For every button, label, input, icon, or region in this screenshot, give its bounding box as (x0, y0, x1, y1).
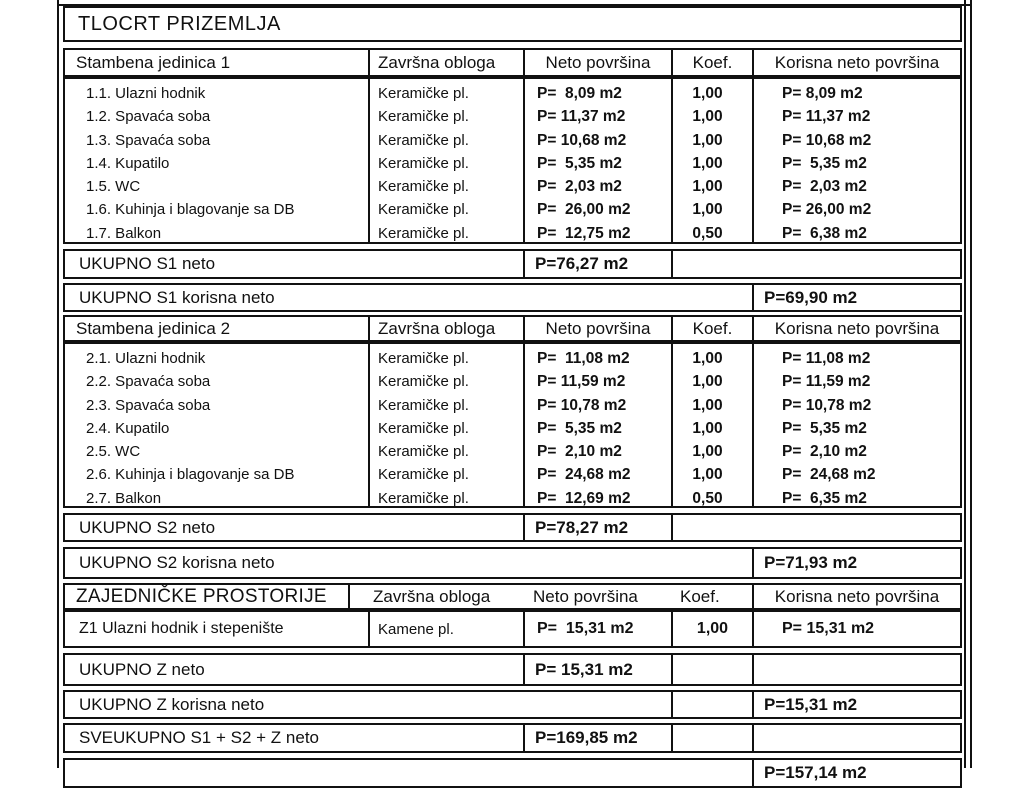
room-name: 1.2. Spavaća soba (86, 108, 211, 126)
coef-value: 1,00 (692, 154, 723, 172)
common-total-usable-row (63, 690, 962, 719)
finish-value: Keramičke pl. (378, 466, 469, 484)
usable-area-value: P= 10,78 m2 (782, 396, 872, 414)
finish-value: Keramičke pl. (378, 443, 469, 461)
total-value: P=78,27 m2 (525, 515, 673, 540)
coef-value: 1,00 (692, 350, 723, 367)
total-label: UKUPNO Z korisna neto (65, 692, 673, 717)
room-name: 1.7. Balkon (86, 224, 162, 242)
room-name: 2.3. Spavaća soba (86, 396, 211, 414)
net-area-value: P= 2,10 m2 (537, 443, 622, 461)
total-label: UKUPNO S1 neto (65, 251, 525, 277)
column-header-finish: Završna obloga (373, 586, 491, 606)
coef-value: 1,00 (692, 201, 723, 219)
section2-total-net-row (63, 513, 962, 542)
net-area-value: P= 12,69 m2 (537, 489, 631, 507)
empty-cell (673, 515, 960, 540)
usable-area-value: P= 6,35 m2 (782, 489, 867, 507)
section1-header-row (63, 48, 962, 77)
coef-value: 1,00 (692, 396, 723, 414)
total-value: P=15,31 m2 (764, 694, 858, 714)
frame-right-inner-line (964, 0, 966, 768)
coef-value: 1,00 (692, 85, 723, 102)
section2-usable-areas (754, 344, 960, 506)
column-header-net: Neto površina (525, 50, 673, 75)
finish-value: Keramičke pl. (378, 154, 469, 172)
grand-total-usable-row-partial (63, 758, 962, 788)
finish-value: Keramičke pl. (378, 178, 469, 196)
usable-area-value: P= 11,37 m2 (782, 108, 871, 126)
net-area-value: P= 24,68 m2 (537, 466, 631, 484)
column-header-net: Neto površina (533, 586, 638, 606)
finish-value: Keramičke pl. (378, 350, 469, 367)
finish-value: Keramičke pl. (378, 489, 469, 507)
usable-area-value: P= 2,10 m2 (782, 443, 867, 461)
total-value: P=69,90 m2 (764, 287, 858, 307)
room-name: Z1 Ulazni hodnik i stepenište (65, 612, 370, 646)
section2-coefficients (673, 344, 754, 506)
usable-area-value: P= 24,68 m2 (782, 466, 876, 484)
section2-title: Stambena jedinica 2 (65, 317, 370, 340)
empty-cell (65, 760, 754, 786)
room-name: 2.1. Ulazni hodnik (86, 350, 206, 367)
usable-area-value: P= 15,31 m2 (782, 620, 875, 637)
room-name: 2.6. Kuhinja i blagovanje sa DB (86, 466, 295, 484)
column-header-usable: Korisna neto površina (774, 586, 940, 606)
section1-data-block (63, 77, 962, 244)
net-area-value: P= 11,59 m2 (537, 373, 626, 391)
total-label: UKUPNO S2 korisna neto (65, 549, 754, 577)
usable-area-value: P= 8,09 m2 (782, 85, 863, 102)
finish-value: Keramičke pl. (378, 108, 469, 126)
usable-area-value: P= 5,35 m2 (782, 154, 867, 172)
coef-value: 1,00 (692, 108, 723, 126)
coef-value: 1,00 (673, 612, 754, 646)
usable-area-value: P= 6,38 m2 (782, 224, 867, 242)
total-value: P=157,14 m2 (764, 763, 867, 782)
room-name: 1.1. Ulazni hodnik (86, 85, 206, 102)
room-name: 2.2. Spavaća soba (86, 373, 211, 391)
coef-value: 1,00 (692, 373, 723, 391)
empty-cell (673, 655, 754, 684)
frame-left-line (57, 0, 59, 768)
column-header-coef: Koef. (680, 586, 720, 606)
section1-total-net-row (63, 249, 962, 279)
common-header-middle (350, 585, 754, 608)
total-value: P=169,85 m2 (525, 725, 673, 751)
room-name: 2.4. Kupatilo (86, 419, 170, 437)
coef-value: 0,50 (692, 489, 723, 507)
empty-cell (673, 251, 960, 277)
finish-value: Keramičke pl. (378, 373, 469, 391)
section2-net-areas (525, 344, 673, 506)
total-label: SVEUKUPNO S1 + S2 + Z neto (65, 725, 525, 751)
room-name: 2.5. WC (86, 443, 141, 461)
usable-area-value: P= 10,68 m2 (782, 131, 872, 149)
section1-net-areas (525, 79, 673, 242)
total-value: P=71,93 m2 (764, 553, 858, 572)
finish-value: Keramičke pl. (378, 224, 469, 242)
section2-data-block (63, 342, 962, 508)
common-data-row (63, 610, 962, 648)
grand-total-net-row (63, 723, 962, 753)
total-label: UKUPNO S2 neto (65, 515, 525, 540)
room-name: 1.5. WC (86, 178, 141, 196)
total-label: UKUPNO S1 korisna neto (65, 285, 754, 310)
usable-area-value: P= 11,08 m2 (782, 350, 871, 367)
common-header-row (63, 583, 962, 610)
net-area-value: P= 15,31 m2 (525, 612, 673, 646)
net-area-value: P= 10,68 m2 (537, 131, 627, 149)
page-title: TLOCRT PRIZEMLJA (78, 12, 281, 35)
total-label: UKUPNO Z neto (65, 655, 525, 684)
title-box (63, 6, 962, 42)
net-area-value: P= 26,00 m2 (537, 201, 631, 219)
usable-area-value: P= 11,59 m2 (782, 373, 871, 391)
coef-value: 1,00 (692, 443, 723, 461)
column-header-coef: Koef. (673, 50, 754, 75)
empty-cell (673, 692, 754, 717)
section1-room-names (65, 79, 370, 242)
section2-finishes (370, 344, 525, 506)
common-total-net-row (63, 653, 962, 686)
finish-value: Keramičke pl. (378, 396, 469, 414)
common-section-title: ZAJEDNIČKE PROSTORIJE (65, 585, 350, 608)
room-name: 1.6. Kuhinja i blagovanje sa DB (86, 201, 295, 219)
net-area-value: P= 2,03 m2 (537, 178, 622, 196)
net-area-value: P= 5,35 m2 (537, 419, 622, 437)
empty-cell (754, 725, 960, 751)
total-value: P= 15,31 m2 (525, 655, 673, 684)
coef-value: 1,00 (692, 178, 723, 196)
section1-title: Stambena jedinica 1 (65, 50, 370, 75)
section1-total-usable-row (63, 283, 962, 312)
column-header-net: Neto površina (525, 317, 673, 340)
room-name: 2.7. Balkon (86, 489, 162, 507)
column-header-finish: Završna obloga (370, 317, 525, 340)
finish-value: Keramičke pl. (378, 131, 469, 149)
room-name: 1.4. Kupatilo (86, 154, 170, 172)
net-area-value: P= 11,08 m2 (537, 350, 630, 367)
coef-value: 1,00 (692, 419, 723, 437)
net-area-value: P= 11,37 m2 (537, 108, 626, 126)
usable-area-value: P= 26,00 m2 (782, 201, 872, 219)
finish-value: Kamene pl. (370, 612, 525, 646)
section1-finishes (370, 79, 525, 242)
room-name: 1.3. Spavaća soba (86, 131, 211, 149)
usable-area-value: P= 2,03 m2 (782, 178, 867, 196)
coef-value: 1,00 (692, 466, 723, 484)
total-value: P=76,27 m2 (525, 251, 673, 277)
coef-value: 1,00 (692, 131, 723, 149)
net-area-value: P= 8,09 m2 (537, 85, 622, 102)
section1-usable-areas (754, 79, 960, 242)
finish-value: Keramičke pl. (378, 85, 469, 102)
section2-room-names (65, 344, 370, 506)
column-header-usable: Korisna neto površina (774, 52, 940, 72)
coef-value: 0,50 (692, 224, 723, 242)
finish-value: Keramičke pl. (378, 419, 469, 437)
column-header-finish: Završna obloga (370, 50, 525, 75)
net-area-value: P= 10,78 m2 (537, 396, 627, 414)
column-header-coef: Koef. (673, 317, 754, 340)
section2-total-usable-row (63, 547, 962, 579)
finish-value: Keramičke pl. (378, 201, 469, 219)
section2-header-row (63, 315, 962, 342)
usable-area-value: P= 5,35 m2 (782, 419, 867, 437)
net-area-value: P= 12,75 m2 (537, 224, 631, 242)
section1-coefficients (673, 79, 754, 242)
frame-right-outer-line (970, 0, 972, 768)
net-area-value: P= 5,35 m2 (537, 154, 622, 172)
empty-cell (673, 725, 754, 751)
empty-cell (754, 655, 960, 684)
column-header-usable: Korisna neto površina (774, 318, 940, 338)
